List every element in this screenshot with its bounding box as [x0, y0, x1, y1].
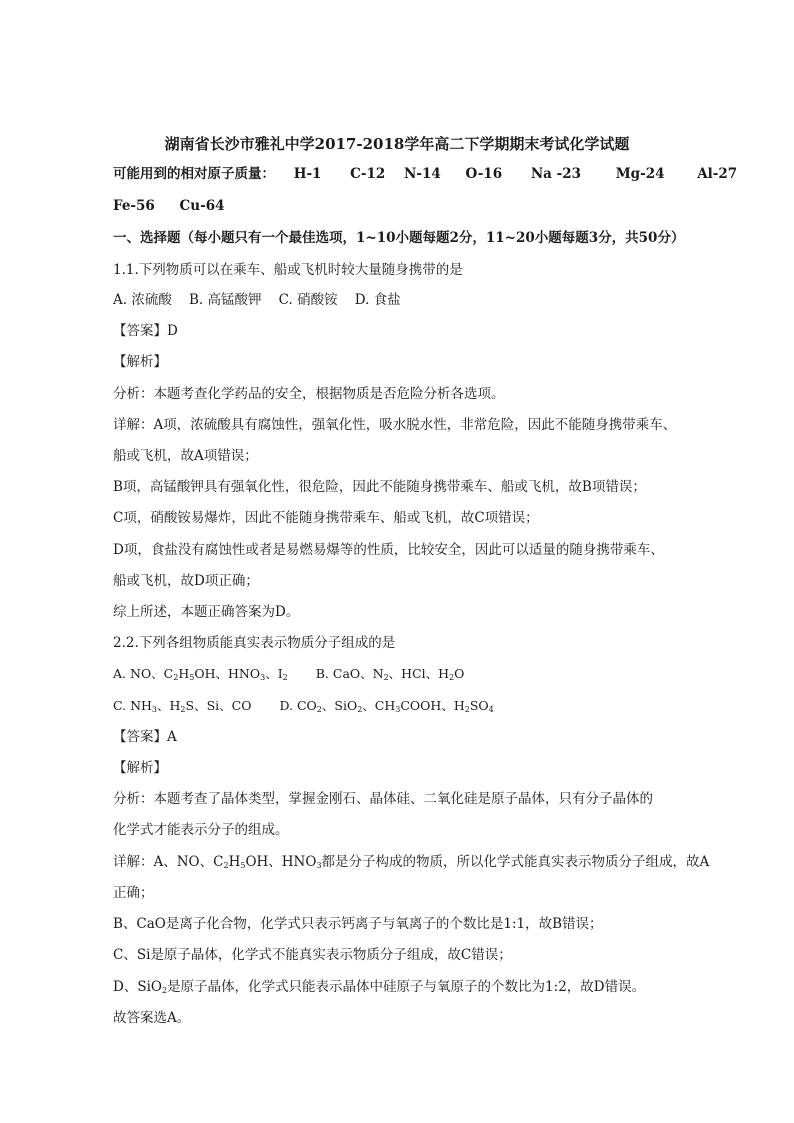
- q1-explanation-line: 船或飞机，故A项错误；: [113, 448, 258, 464]
- mass-c: C-12: [350, 166, 386, 182]
- q2-explanation-line: 正确；: [113, 885, 154, 901]
- q2-stem: 2.2.下列各组物质能真实表示物质分子组成的是: [113, 635, 396, 651]
- mass-fe: Fe-56: [113, 198, 155, 214]
- q2-option-c: C. $NH_3$、$H_2S$、Si、CO: [113, 698, 252, 714]
- q2-options-ab: [113, 664, 464, 684]
- q2-explanation-line: B、CaO是离子化合物，化学式只表示钙离子与氧离子的个数比是1:1，故B错误；: [113, 916, 603, 932]
- q2-explanation-line: 化学式才能表示分子的组成。: [113, 822, 289, 838]
- mass-o: O-16: [465, 166, 503, 182]
- q2-options-cd: [113, 696, 494, 716]
- q2-explanation-line: 分析：本题考查了晶体类型，掌握金刚石、晶体硅、二氧化硅是原子晶体，只有分子晶体的: [113, 791, 653, 807]
- atomic-mass-line-2: [113, 196, 224, 216]
- mass-n: N-14: [404, 166, 441, 182]
- atomic-mass-line: [113, 164, 737, 184]
- q2-option-a: A. NO、$C_2H_5OH$、$HNO_3$、$I_2$: [113, 666, 288, 682]
- q1-answer: 【答案】D: [113, 323, 178, 339]
- q1-stem: 1.1.下列物质可以在乘车、船或飞机时较大量随身携带的是: [113, 262, 463, 278]
- q1-explanation-line: C项，硝酸铵易爆炸，因此不能随身携带乘车、船或飞机，故C项错误；: [113, 510, 539, 526]
- q1-analysis-label: 【解析】: [113, 354, 167, 370]
- q1-explanation-line: 详解：A项，浓硫酸具有腐蚀性，强氧化性，吸水脱水性，非常危险，因此不能随身携带乘车、: [113, 417, 677, 433]
- section-heading: 一、选择题（每小题只有一个最佳选项，1~10小题每题2分，11~20小题每题3分，共50分）: [113, 230, 685, 246]
- mass-cu: Cu-64: [179, 198, 225, 214]
- q2-detail-line: 详解：A、NO、$C_2H_5OH$、$HNO_3$都是分子构成的物质，所以化学式能真实表示物质分子组成，故A: [113, 854, 710, 870]
- q1-explanation-line: 船或飞机，故D项正确；: [113, 573, 259, 589]
- q1-explanation-line: 分析：本题考查化学药品的安全，根据物质是否危险分析各选项。: [113, 386, 505, 402]
- document-title: 湖南省长沙市雅礼中学2017-2018学年高二下学期期末考试化学试题: [164, 135, 630, 153]
- q2-answer: 【答案】A: [113, 729, 177, 745]
- q2-option-d: D. $CO_2$、SiO$_2$、$CH_3COOH$、$H_2SO_4$: [279, 698, 494, 714]
- mass-h: H-1: [293, 166, 322, 182]
- q1-explanation-line: D项，食盐没有腐蚀性或者是易燃易爆等的性质，比较安全，因此可以适量的随身携带乘车、: [113, 542, 664, 558]
- q2-option-b: B. CaO、$N_2$、HCl、$H_2O$: [315, 666, 465, 682]
- q2-analysis-label: 【解析】: [113, 760, 167, 776]
- q1-explanation-line: 综上所述，本题正确答案为D。: [113, 604, 300, 620]
- q1-options: A. 浓硫酸 B. 高锰酸钾 C. 硝酸铵 D. 食盐: [113, 292, 401, 308]
- atomic-mass-label: 可能用到的相对原子质量：: [113, 166, 275, 182]
- q1-explanation-line: B项，高锰酸钾具有强氧化性，很危险，因此不能随身携带乘车、船或飞机，故B项错误；: [113, 479, 646, 495]
- mass-mg: Mg-24: [615, 166, 665, 182]
- q2-explanation-line: C、Si是原子晶体，化学式不能真实表示物质分子组成，故C错误；: [113, 947, 512, 963]
- mass-al: Al-27: [697, 166, 738, 182]
- q2-conclusion: 故答案选A。: [113, 1010, 191, 1026]
- q2-explanation-line: D、SiO$_2$是原子晶体，化学式只能表示晶体中硅原子与氧原子的个数比为1:2，故D错误。: [113, 979, 646, 995]
- mass-na: Na -23: [530, 166, 581, 182]
